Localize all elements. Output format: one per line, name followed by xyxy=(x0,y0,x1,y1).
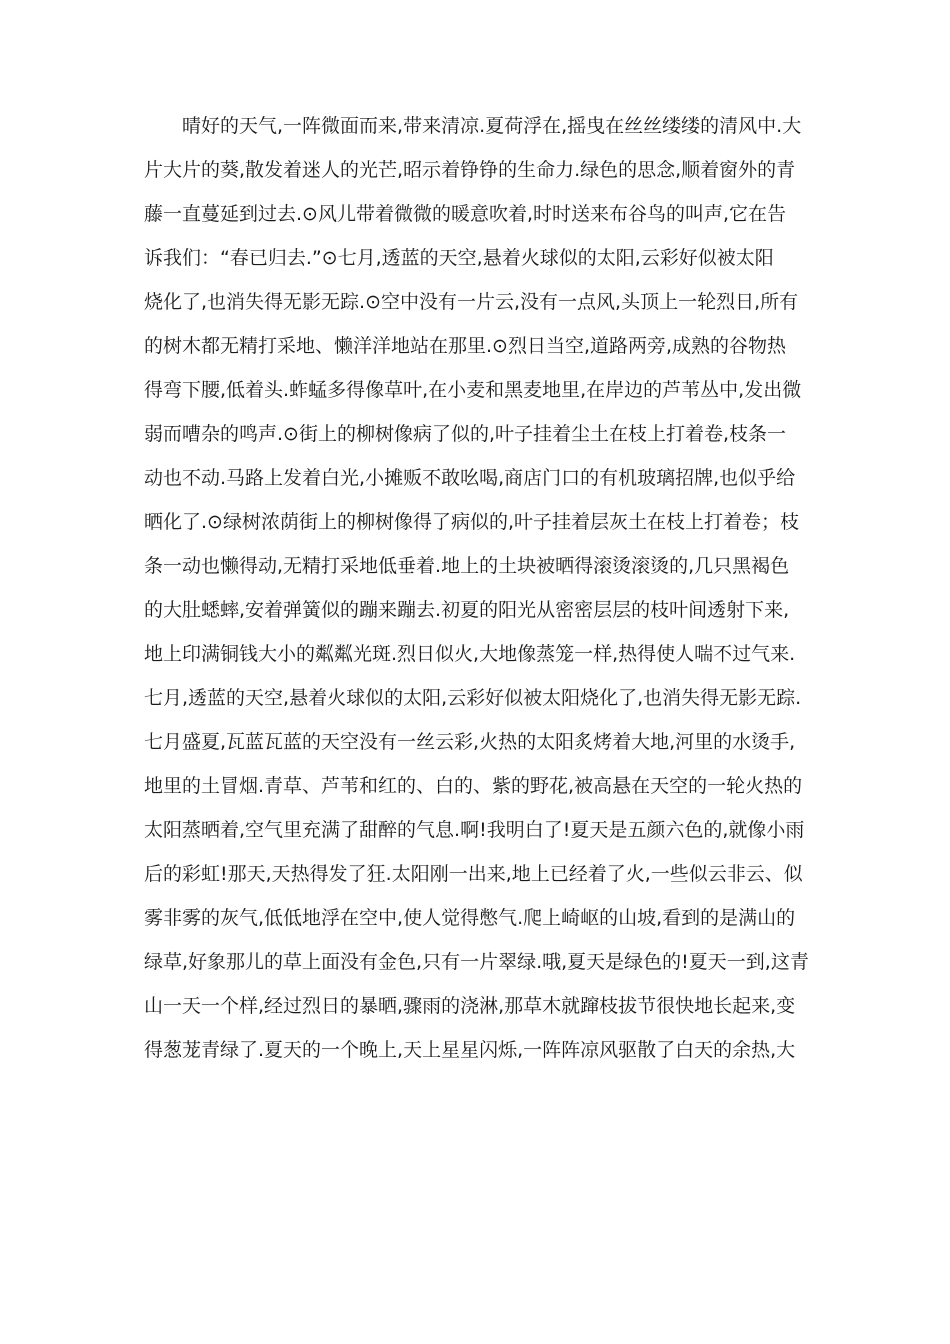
text-line: 动也不动.马路上发着白光,小摊贩不敢吆喝,商店门口的有机玻璃招牌,也似乎给 xyxy=(144,467,796,489)
text-line: 后的彩虹!那天,天热得发了狂.太阳刚一出来,地上已经着了火,一些似云非云、似 xyxy=(144,863,803,885)
text-line: 晒化了.⊙绿树浓荫街上的柳树像得了病似的,叶子挂着层灰土在枝上打着卷；枝 xyxy=(144,511,800,533)
text-line: 地上印满铜钱大小的粼粼光斑.烈日似火,大地像蒸笼一样,热得使人喘不过气来. xyxy=(144,643,796,665)
text-line: 条一动也懒得动,无精打采地低垂着.地上的土块被晒得滚烫滚烫的,几只黑褐色 xyxy=(144,555,790,577)
text-line: 得弯下腰,低着头.蚱蜢多得像草叶,在小麦和黑麦地里,在岸边的芦苇丛中,发出微 xyxy=(144,379,802,401)
text-line: 的大肚蟋蟀,安着弹簧似的蹦来蹦去.初夏的阳光从密密层层的枝叶间透射下来, xyxy=(144,599,790,621)
text-line: 晴好的天气,一阵微面而来,带来清凉.夏荷浮在,摇曳在丝丝缕缕的清风中.大 xyxy=(144,115,802,137)
text-line: 地里的土冒烟.青草、芦苇和红的、白的、紫的野花,被高悬在天空的一轮火热的 xyxy=(144,775,803,797)
text-line: 片大片的葵,散发着迷人的光芒,昭示着铮铮的生命力.绿色的思念,顺着窗外的青 xyxy=(144,159,796,181)
text-line: 七月,透蓝的天空,悬着火球似的太阳,云彩好似被太阳烧化了,也消失得无影无踪. xyxy=(144,687,802,709)
body-paragraph xyxy=(144,104,809,1072)
text-line: 藤一直蔓延到过去.⊙风儿带着微微的暖意吹着,时时送来布谷鸟的叫声,它在告 xyxy=(144,203,787,225)
text-line: 诉我们：“春已归去.”⊙七月,透蓝的天空,悬着火球似的太阳,云彩好似被太阳 xyxy=(144,247,774,269)
text-line: 绿草,好象那儿的草上面没有金色,只有一片翠绿.哦,夏天是绿色的!夏天一到,这青 xyxy=(144,951,809,973)
text-line: 弱而嘈杂的鸣声.⊙街上的柳树像病了似的,叶子挂着尘土在枝上打着卷,枝条一 xyxy=(144,423,787,445)
text-line: 山一天一个样,经过烈日的暴晒,骤雨的浇淋,那草木就蹿枝拔节很快地长起来,变 xyxy=(144,995,796,1017)
text-line: 的树木都无精打采地、懒洋洋地站在那里.⊙烈日当空,道路两旁,成熟的谷物热 xyxy=(144,335,787,357)
text-line: 七月盛夏,瓦蓝瓦蓝的天空没有一丝云彩,火热的太阳炙烤着大地,河里的水烫手, xyxy=(144,731,796,753)
text-line: 雾非雾的灰气,低低地浮在空中,使人觉得憋气.爬上崎岖的山坡,看到的是满山的 xyxy=(144,907,796,929)
text-line: 太阳蒸晒着,空气里充满了甜醉的气息.啊!我明白了!夏天是五颜六色的,就像小雨 xyxy=(144,819,805,841)
text-line: 烧化了,也消失得无影无踪.⊙空中没有一片云,没有一点风,头顶上一轮烈日,所有 xyxy=(144,291,799,313)
text-line: 得葱茏青绿了.夏天的一个晚上,天上星星闪烁,一阵阵凉风驱散了白天的余热,大 xyxy=(144,1039,796,1061)
